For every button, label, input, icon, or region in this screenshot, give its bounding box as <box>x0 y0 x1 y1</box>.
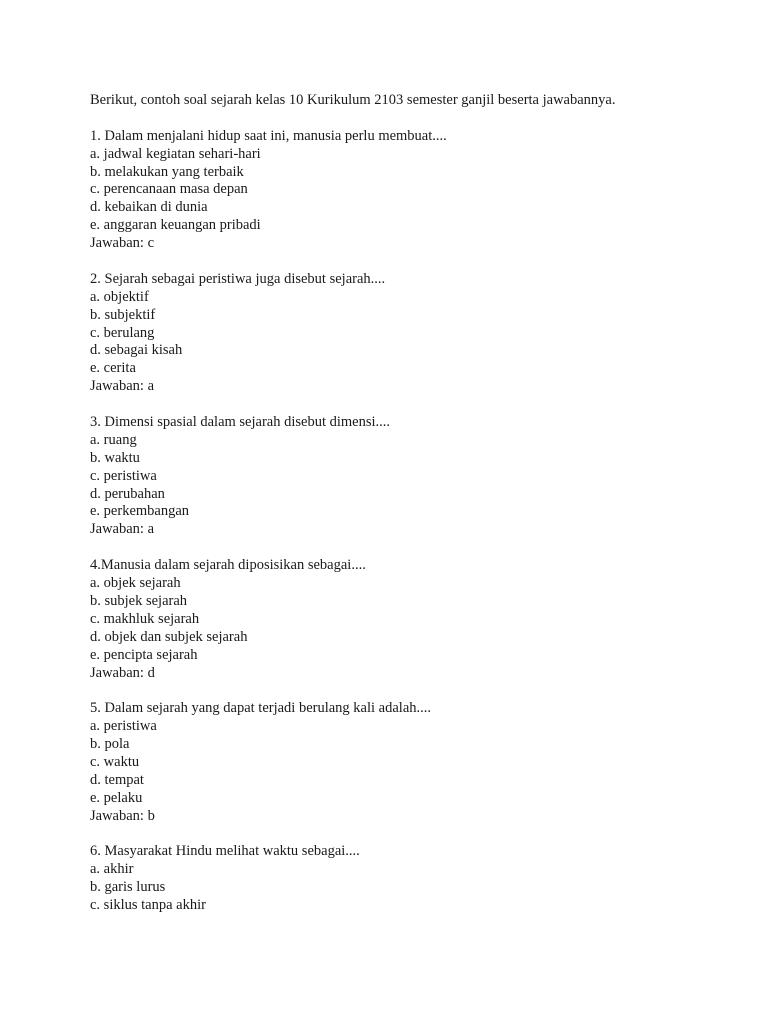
answer-text: Jawaban: a <box>90 378 155 395</box>
paragraph-gap <box>90 682 750 700</box>
option-d: d. kebaikan di dunia <box>90 199 208 216</box>
option-e: e. pelaku <box>90 789 143 806</box>
option-a: a. objek sejarah <box>90 575 181 592</box>
option-e: e. anggaran keuangan pribadi <box>90 217 261 234</box>
option-d: d. tempat <box>90 771 144 788</box>
option-b: b. subjektif <box>90 306 156 323</box>
document-page <box>90 92 750 915</box>
option-e: e. cerita <box>90 360 136 377</box>
question-block-6 <box>90 843 750 915</box>
intro-text: Berikut, contoh soal sejarah kelas 10 Kurikulum 2103 semester ganjil beserta jawabannya. <box>90 92 616 108</box>
answer-text: Jawaban: d <box>90 664 155 681</box>
answer-text: Jawaban: c <box>90 235 155 252</box>
question-block-3 <box>90 414 750 539</box>
question-text: 4.Manusia dalam sejarah diposisikan sebagai.... <box>90 557 366 574</box>
paragraph-gap <box>90 396 750 414</box>
option-b: b. pola <box>90 736 130 753</box>
option-e: e. perkembangan <box>90 503 190 520</box>
option-c: c. makhluk sejarah <box>90 610 200 627</box>
question-block-4 <box>90 557 750 682</box>
option-d: d. perubahan <box>90 485 165 502</box>
question-block-2 <box>90 271 750 396</box>
option-b: b. melakukan yang terbaik <box>90 163 244 180</box>
option-b: b. subjek sejarah <box>90 592 188 609</box>
option-b: b. garis lurus <box>90 879 166 896</box>
option-e: e. pencipta sejarah <box>90 646 198 663</box>
question-text: 3. Dimensi spasial dalam sejarah disebut dimensi.... <box>90 414 391 431</box>
option-a: a. jadwal kegiatan sehari-hari <box>90 145 261 162</box>
option-c: c. berulang <box>90 324 155 341</box>
option-a: a. peristiwa <box>90 718 157 735</box>
option-a: a. objektif <box>90 288 149 305</box>
paragraph-gap <box>90 826 750 844</box>
paragraph-gap <box>90 539 750 557</box>
question-text: 1. Dalam menjalani hidup saat ini, manusia perlu membuat.... <box>90 127 447 144</box>
option-b: b. waktu <box>90 449 140 466</box>
option-c: c. perencanaan masa depan <box>90 181 248 198</box>
option-c: c. siklus tanpa akhir <box>90 897 206 914</box>
question-text: 5. Dalam sejarah yang dapat terjadi berulang kali adalah.... <box>90 700 432 717</box>
answer-text: Jawaban: a <box>90 521 155 538</box>
paragraph-gap <box>90 253 750 271</box>
answer-text: Jawaban: b <box>90 807 155 824</box>
option-c: c. waktu <box>90 753 140 770</box>
question-text: 6. Masyarakat Hindu melihat waktu sebagai.... <box>90 843 360 860</box>
question-block-5 <box>90 700 750 825</box>
option-d: d. objek dan subjek sejarah <box>90 628 248 645</box>
question-text: 2. Sejarah sebagai peristiwa juga disebut sejarah.... <box>90 270 386 287</box>
option-a: a. akhir <box>90 861 134 878</box>
paragraph-gap <box>90 110 750 128</box>
option-c: c. peristiwa <box>90 467 157 484</box>
option-d: d. sebagai kisah <box>90 342 183 359</box>
option-a: a. ruang <box>90 431 137 448</box>
question-block-1 <box>90 128 750 253</box>
